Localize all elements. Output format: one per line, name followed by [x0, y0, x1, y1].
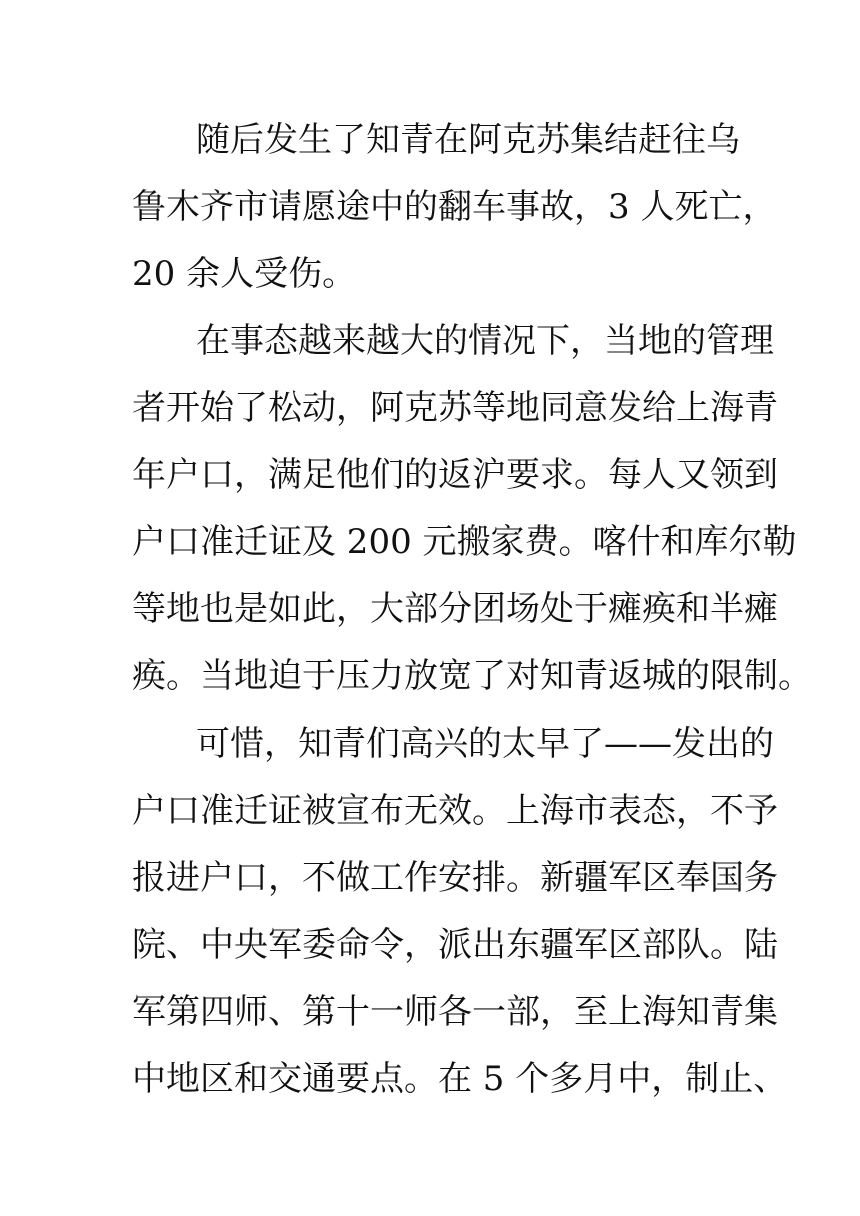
text-line: 户口准迁证被宣布无效。上海市表态，不予: [132, 791, 778, 831]
text-line: 军第四师、第十一师各一部，至上海知青集: [132, 992, 778, 1032]
text-line: 年户口，满足他们的返沪要求。每人又领到: [132, 455, 778, 495]
text-line: 可惜，知青们高兴的太早了——发出的: [196, 724, 774, 764]
text-line: 者开始了松动，阿克苏等地同意发给上海青: [132, 388, 778, 428]
text-line: 等地也是如此，大部分团场处于瘫痪和半瘫: [132, 589, 778, 629]
text-line: 鲁木齐市请愿途中的翻车事故，3 人死亡，: [132, 187, 777, 227]
text-line: 院、中央军委命令，派出东疆军区部队。陆: [132, 925, 778, 965]
text-line: 中地区和交通要点。在 5 个多月中，制止、: [132, 1059, 788, 1099]
text-line: 报进户口，不做工作安排。新疆军区奉国务: [132, 858, 778, 898]
text-line: 随后发生了知青在阿克苏集结赶往乌: [196, 120, 740, 160]
text-line: 20 余人受伤。: [132, 254, 357, 294]
text-line: 痪。当地迫于压力放宽了对知青返城的限制。: [132, 656, 812, 696]
text-line: 户口准迁证及 200 元搬家费。喀什和库尔勒: [132, 522, 797, 562]
text-line: 在事态越来越大的情况下，当地的管理: [196, 321, 774, 361]
